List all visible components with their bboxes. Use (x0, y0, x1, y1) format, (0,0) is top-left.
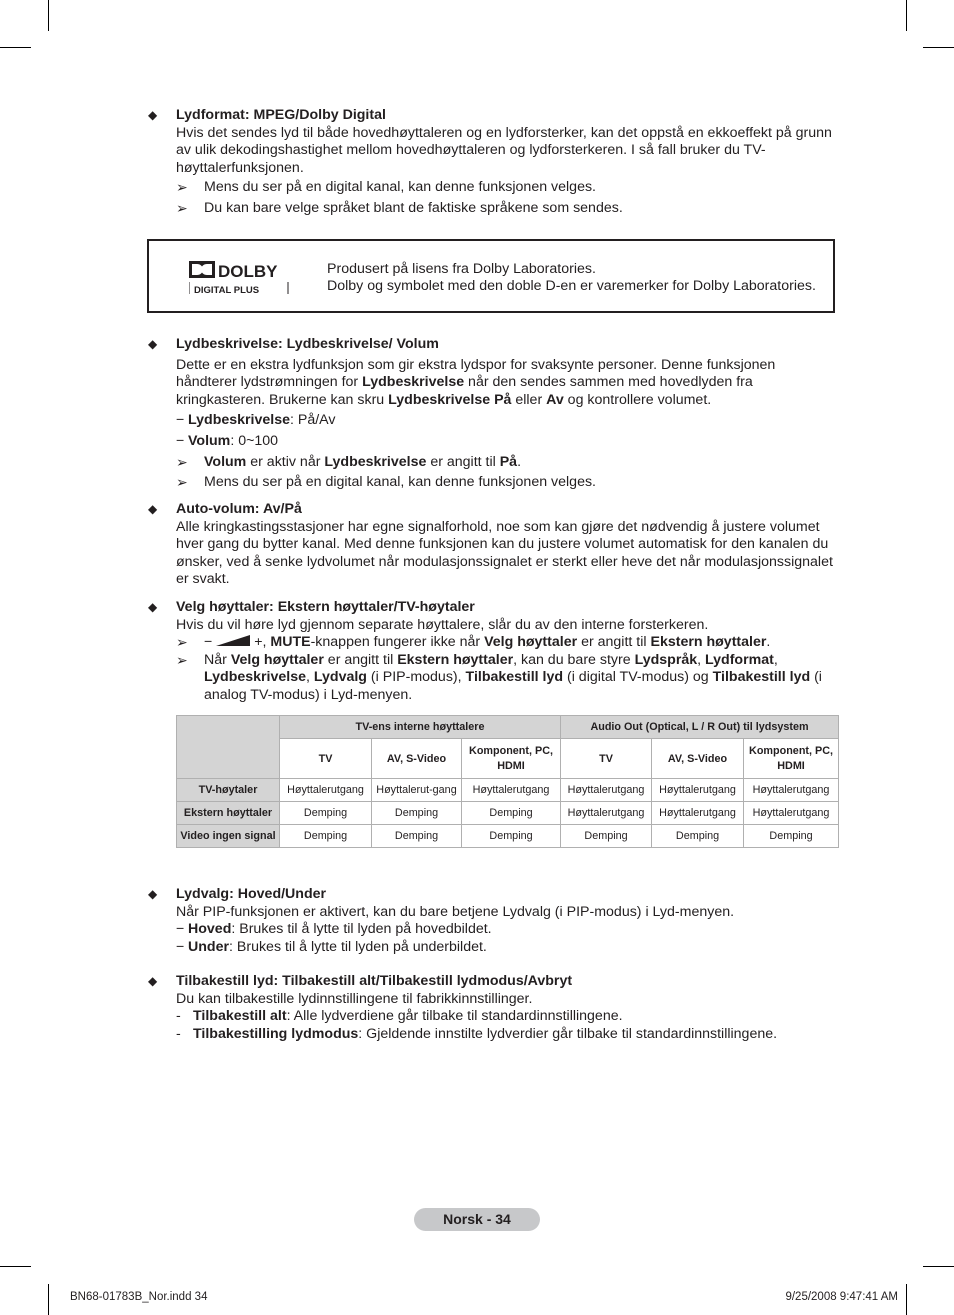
table-group-header: Audio Out (Optical, L / R Out) til lydsystem (561, 716, 839, 739)
table-cell: Demping (744, 825, 839, 848)
section-velg-hoyttaler (148, 599, 838, 705)
table-cell: Demping (280, 825, 372, 848)
table-cell: Høyttalerutgang (744, 779, 839, 802)
note: ➢ − +, MUTE-knappen fungerer ikke når Velg høyttaler er angitt til Ekstern høyttaler. (176, 634, 771, 651)
arrow-icon: ➢ (176, 474, 188, 491)
table-column-header: Komponent, PC, HDMI (462, 739, 561, 779)
table-row (177, 779, 839, 802)
svg-text:DOLBY: DOLBY (218, 262, 278, 281)
section-tilbakestill-lyd (148, 973, 838, 1043)
section-lydvalg (148, 886, 838, 956)
crop-mark (0, 47, 31, 48)
section-heading: Lydformat: MPEG/Dolby Digital (176, 107, 386, 123)
section-text: Dette er en ekstra lydfunksjon som gir ekstra lydspor for svaksynte personer. Denne funksjonen håndterer lydstrømningen for Lydbeskrivelse når den sendes sammen med hovedlyden fra kringkasteren. Brukerne kan skru Lydbeskrivelse På eller Av og kontrollere volumet. (176, 356, 776, 408)
list-item: - Tilbakestill alt: Alle lydverdiene går tilbake til standardinnstillingene. (176, 1008, 623, 1025)
table-cell: Høyttalerutgang (280, 779, 372, 802)
list-item: − Lydbeskrivelse: På/Av (176, 412, 336, 429)
section-heading: Velg høyttaler: Ekstern høyttaler/TV-høytaler (176, 599, 475, 615)
table-cell: Høyttalerutgang (462, 779, 561, 802)
footer-timestamp: 9/25/2008 9:47:41 AM (785, 1291, 898, 1303)
section-text: Du kan tilbakestille lydinnstillingene til fabrikkinnstillinger. (176, 990, 533, 1007)
list-item: - Tilbakestilling lydmodus: Gjeldende innstilte lydverdier går tilbake til standardinnstillingene. (176, 1025, 778, 1042)
table-cell: Demping (462, 825, 561, 848)
table-group-header: TV-ens interne høyttalere (280, 716, 561, 739)
volume-icon (216, 635, 250, 647)
note: ➢ Mens du ser på en digital kanal, kan denne funksjonen velges. (176, 179, 596, 196)
section-lydbeskrivelse (148, 336, 838, 492)
diamond-bullet-icon: ◆ (148, 337, 158, 351)
diamond-bullet-icon: ◆ (148, 887, 158, 901)
crop-mark (48, 0, 49, 31)
table-cell: Høyttalerutgang (744, 802, 839, 825)
table-cell: Høyttalerutgang (652, 802, 744, 825)
section-text: Hvis du vil høre lyd gjennom separate høyttalere, slår du av den interne forsterkeren. (176, 616, 709, 633)
arrow-icon: ➢ (176, 179, 188, 196)
crop-mark (923, 1266, 954, 1267)
section-heading: Lydvalg: Hoved/Under (176, 886, 327, 902)
table-cell: Demping (561, 825, 652, 848)
diamond-bullet-icon: ◆ (148, 600, 158, 614)
arrow-icon: ➢ (176, 453, 188, 470)
note: ➢ Du kan bare velge språket blant de faktiske språkene som sendes. (176, 199, 623, 216)
table-group-header-row (177, 716, 839, 739)
dolby-logo (189, 261, 289, 295)
crop-mark (48, 1284, 49, 1315)
diamond-bullet-icon: ◆ (148, 108, 158, 122)
note: ➢ Volum er aktiv når Lydbeskrivelse er angitt til På. (176, 453, 522, 470)
table-cell: Demping (462, 802, 561, 825)
table-row-header: TV-høytaler (177, 779, 280, 802)
table-cell: Høyttalerutgang (652, 779, 744, 802)
arrow-icon: ➢ (176, 651, 188, 668)
section-heading: Lydbeskrivelse: Lydbeskrivelse/ Volum (176, 336, 439, 352)
svg-text:DIGITAL PLUS: DIGITAL PLUS (194, 285, 260, 295)
section-heading: Tilbakestill lyd: Tilbakestill alt/Tilbakestill lydmodus/Avbryt (176, 973, 573, 989)
section-auto-volum (148, 501, 838, 589)
list-item: − Under: Brukes til å lytte til lyden på underbildet. (176, 938, 487, 955)
diamond-bullet-icon: ◆ (148, 974, 158, 988)
table-row (177, 802, 839, 825)
table-column-header: TV (561, 739, 652, 779)
table-column-header: Komponent, PC, HDMI (744, 739, 839, 779)
speaker-output-table (176, 715, 839, 848)
arrow-icon: ➢ (176, 199, 188, 216)
table-cell: Høyttalerut-gang (372, 779, 462, 802)
table-cell: Demping (372, 825, 462, 848)
section-text: Alle kringkastingsstasjoner har egne signalforhold, noe som kan gjøre det nødvendig å justere volumet hver gang du bytter kanal. Med denne funksjonen kan du justere volumet automatisk for den kanalen du ønsker, ved å senke lydvolumet når modulasjonssignalet er sterkt eller heve det når modulasjonssignalet er svakt. (176, 518, 833, 588)
table-row-header: Video ingen signal (177, 825, 280, 848)
crop-mark (906, 1284, 907, 1315)
table-cell: Demping (280, 802, 372, 825)
crop-mark (923, 47, 954, 48)
table-row-header: Ekstern høyttaler (177, 802, 280, 825)
table-cell: Høyttalerutgang (561, 779, 652, 802)
table-cell: Demping (652, 825, 744, 848)
crop-mark (0, 1266, 31, 1267)
list-item: − Hoved: Brukes til å lytte til lyden på hovedbildet. (176, 921, 492, 938)
table-column-header: AV, S-Video (652, 739, 744, 779)
section-text: Hvis det sendes lyd til både hovedhøyttaleren og en lydforsterker, kan det oppstå en ekkoeffekt på grunn av ulik dekodingshastighet mellom hovedhøyttaleren og lydforsterkeren. I så fall bruker du TV-høyttalerfunksjonen. (176, 124, 832, 176)
table-column-header: TV (280, 739, 372, 779)
note: ➢ Når Velg høyttaler er angitt til Ekstern høyttaler, kan du bare styre Lydspråk, Lydformat, Lydbeskrivelse, Lydvalg (i PIP-modus), Tilbakestill lyd (i digital TV-modus) og Tilbakestill lyd (i analog TV-modus) i Lyd-menyen. (176, 651, 822, 703)
arrow-icon: ➢ (176, 634, 188, 651)
page-number-badge: Norsk - 34 (414, 1208, 540, 1231)
table-column-header: AV, S-Video (372, 739, 462, 779)
diamond-bullet-icon: ◆ (148, 502, 158, 516)
footer-file-info: BN68-01783B_Nor.indd 34 (70, 1291, 208, 1303)
note: ➢ Mens du ser på en digital kanal, kan denne funksjonen velges. (176, 474, 596, 491)
table-row (177, 825, 839, 848)
crop-mark (906, 0, 907, 31)
table-corner-cell (177, 716, 280, 779)
section-heading: Auto-volum: Av/På (176, 501, 302, 517)
table-cell: Høyttalerutgang (561, 802, 652, 825)
dolby-license-box (147, 239, 835, 313)
section-lydformat (148, 107, 838, 218)
section-text: Når PIP-funksjonen er aktivert, kan du bare betjene Lydvalg (i PIP-modus) i Lyd-menyen. (176, 903, 735, 920)
dolby-license-text: Produsert på lisens fra Dolby Laboratories. Dolby og symbolet med den doble D-en er varemerker for Dolby Laboratories. (327, 261, 816, 294)
table-cell: Demping (372, 802, 462, 825)
list-item: − Volum: 0~100 (176, 432, 279, 449)
